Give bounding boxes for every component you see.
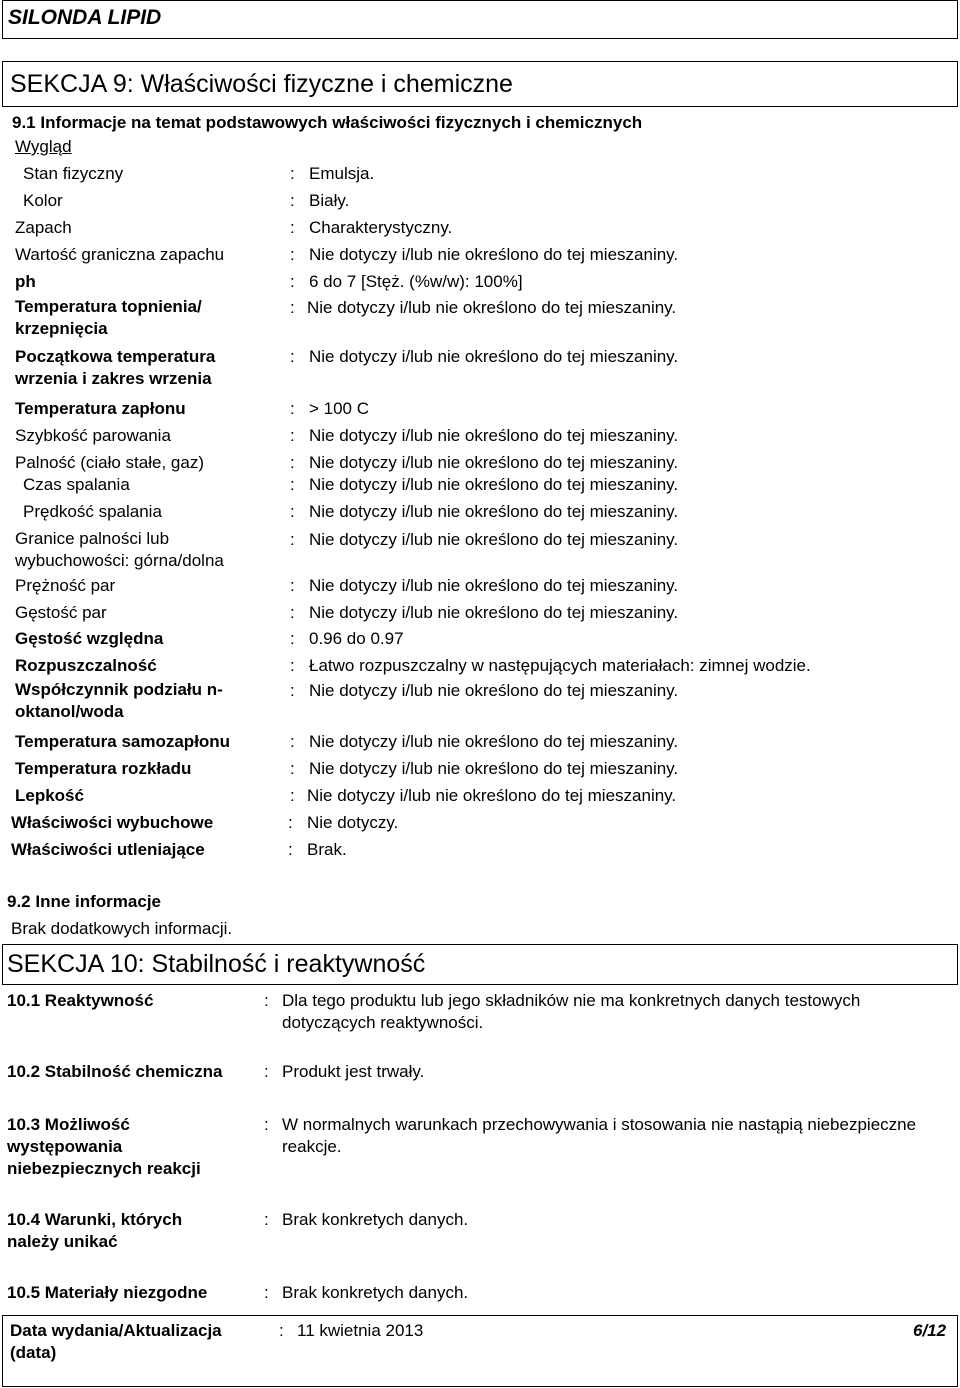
prop-label: Prężność par	[15, 576, 116, 595]
reactivity-label: 10.1 Reaktywność	[7, 991, 154, 1010]
prop-colon: :	[290, 298, 295, 317]
prop-colon: :	[290, 786, 295, 805]
prop-label: Początkowa temperatura wrzenia i zakres wrzenia	[15, 347, 216, 388]
prop-label: Temperatura rozkładu	[15, 759, 192, 778]
prop-colon: :	[290, 245, 295, 264]
prop-value: Charakterystyczny.	[309, 218, 453, 237]
prop-value: Nie dotyczy i/lub nie określono do tej mieszaniny.	[309, 530, 679, 549]
prop-label: Wartość graniczna zapachu	[15, 245, 225, 264]
prop-colon: :	[290, 426, 295, 445]
prop-label: Kolor	[23, 191, 63, 210]
prop-colon: :	[290, 603, 295, 622]
prop-value: Nie dotyczy i/lub nie określono do tej mieszaniny.	[309, 732, 679, 751]
prop-colon: :	[290, 475, 295, 494]
issue-date-colon: :	[279, 1321, 284, 1340]
incompatible-materials-value: Brak konkretych danych.	[282, 1283, 469, 1302]
stability-value: Produkt jest trwały.	[282, 1062, 425, 1081]
prop-colon: :	[290, 399, 295, 418]
prop-colon: :	[290, 732, 295, 751]
prop-value: Nie dotyczy i/lub nie określono do tej mieszaniny.	[307, 298, 677, 317]
prop-colon: :	[290, 656, 295, 675]
prop-value: Nie dotyczy i/lub nie określono do tej mieszaniny.	[309, 426, 679, 445]
hazardous-reactions-colon: :	[264, 1115, 269, 1134]
page-number: 6/12	[913, 1321, 947, 1340]
prop-value: 0.96 do 0.97	[309, 629, 404, 648]
stability-colon: :	[264, 1062, 269, 1081]
subsection-9-1-title: 9.1 Informacje na temat podstawowych właściwości fizycznych i chemicznych	[12, 113, 643, 132]
prop-value: Nie dotyczy.	[307, 813, 399, 832]
prop-colon: :	[290, 629, 295, 648]
prop-colon: :	[290, 347, 295, 366]
prop-value: Nie dotyczy i/lub nie określono do tej mieszaniny.	[309, 453, 679, 472]
incompatible-materials-label: 10.5 Materiały niezgodne	[7, 1283, 208, 1302]
incompatible-materials-colon: :	[264, 1283, 269, 1302]
prop-colon: :	[288, 813, 293, 832]
prop-colon: :	[290, 502, 295, 521]
prop-label: Temperatura zapłonu	[15, 399, 186, 418]
prop-value: 6 do 7 [Stęż. (%w/w): 100%]	[309, 272, 523, 291]
prop-value: Nie dotyczy i/lub nie określono do tej mieszaniny.	[309, 576, 679, 595]
hazardous-reactions-value: W normalnych warunkach przechowywania i stosowania nie nastąpią niebezpieczne reakcje.	[282, 1115, 917, 1156]
prop-label: Właściwości wybuchowe	[11, 813, 214, 832]
prop-label: Prędkość spalania	[23, 502, 162, 521]
prop-colon: :	[290, 191, 295, 210]
prop-label: Palność (ciało stałe, gaz)	[15, 453, 204, 472]
prop-colon: :	[290, 272, 295, 291]
prop-value: Nie dotyczy i/lub nie określono do tej mieszaniny.	[309, 245, 679, 264]
prop-colon: :	[290, 681, 295, 700]
prop-value: Biały.	[309, 191, 350, 210]
prop-label: Granice palności lub wybuchowości: górna/dolna	[15, 529, 224, 570]
conditions-to-avoid-label: 10.4 Warunki, których należy unikać	[7, 1210, 183, 1251]
prop-label: Stan fizyczny	[23, 164, 124, 183]
prop-value: Nie dotyczy i/lub nie określono do tej mieszaniny.	[309, 502, 679, 521]
reactivity-colon: :	[264, 991, 269, 1010]
prop-label: Czas spalania	[23, 475, 130, 494]
conditions-to-avoid-value: Brak konkretych danych.	[282, 1210, 469, 1229]
prop-colon: :	[290, 218, 295, 237]
prop-value: Nie dotyczy i/lub nie określono do tej mieszaniny.	[309, 759, 679, 778]
prop-colon: :	[290, 530, 295, 549]
prop-colon: :	[290, 164, 295, 183]
prop-colon: :	[290, 759, 295, 778]
prop-colon: :	[288, 840, 293, 859]
prop-label: ph	[15, 272, 36, 291]
prop-label: Gęstość względna	[15, 629, 164, 648]
section-9-title: SEKCJA 9: Właściwości fizyczne i chemiczne	[10, 70, 513, 98]
other-info-text: Brak dodatkowych informacji.	[11, 919, 233, 938]
prop-value: Brak.	[307, 840, 347, 859]
prop-colon: :	[290, 453, 295, 472]
prop-label: Szybkość parowania	[15, 426, 171, 445]
prop-value: Nie dotyczy i/lub nie określono do tej mieszaniny.	[309, 681, 679, 700]
prop-label: Rozpuszczalność	[15, 656, 157, 675]
prop-label: Gęstość par	[15, 603, 107, 622]
prop-value: Łatwo rozpuszczalny w następujących materiałach: zimnej wodzie.	[309, 656, 811, 675]
prop-value: Nie dotyczy i/lub nie określono do tej mieszaniny.	[309, 603, 679, 622]
conditions-to-avoid-colon: :	[264, 1210, 269, 1229]
issue-date-label: Data wydania/Aktualizacja (data)	[10, 1321, 222, 1362]
hazardous-reactions-label: 10.3 Możliwość występowania niebezpiecznych reakcji	[7, 1115, 201, 1178]
prop-value: Nie dotyczy i/lub nie określono do tej mieszaniny.	[309, 475, 679, 494]
prop-value: > 100 C	[309, 399, 370, 418]
issue-date-value: 11 kwietnia 2013	[297, 1321, 424, 1340]
stability-label: 10.2 Stabilność chemiczna	[7, 1062, 223, 1081]
brand-name: SILONDA LIPID	[8, 6, 162, 29]
prop-label: Właściwości utleniające	[11, 840, 205, 859]
prop-value: Nie dotyczy i/lub nie określono do tej mieszaniny.	[309, 347, 679, 366]
prop-label: Zapach	[15, 218, 72, 237]
appearance-heading: Wygląd	[15, 137, 72, 156]
prop-label: Lepkość	[15, 786, 84, 805]
prop-value: Nie dotyczy i/lub nie określono do tej mieszaniny.	[307, 786, 677, 805]
section-10-title: SEKCJA 10: Stabilność i reaktywność	[7, 950, 426, 978]
subsection-9-2-title: 9.2 Inne informacje	[7, 892, 161, 911]
prop-colon: :	[290, 576, 295, 595]
prop-label: Temperatura samozapłonu	[15, 732, 231, 751]
reactivity-value: Dla tego produktu lub jego składników nie ma konkretnych danych testowych dotyczących reaktywności.	[282, 991, 861, 1032]
prop-label: Współczynnik podziału n-oktanol/woda	[15, 680, 223, 721]
prop-value: Emulsja.	[309, 164, 375, 183]
prop-label: Temperatura topnienia/ krzepnięcia	[15, 297, 202, 338]
